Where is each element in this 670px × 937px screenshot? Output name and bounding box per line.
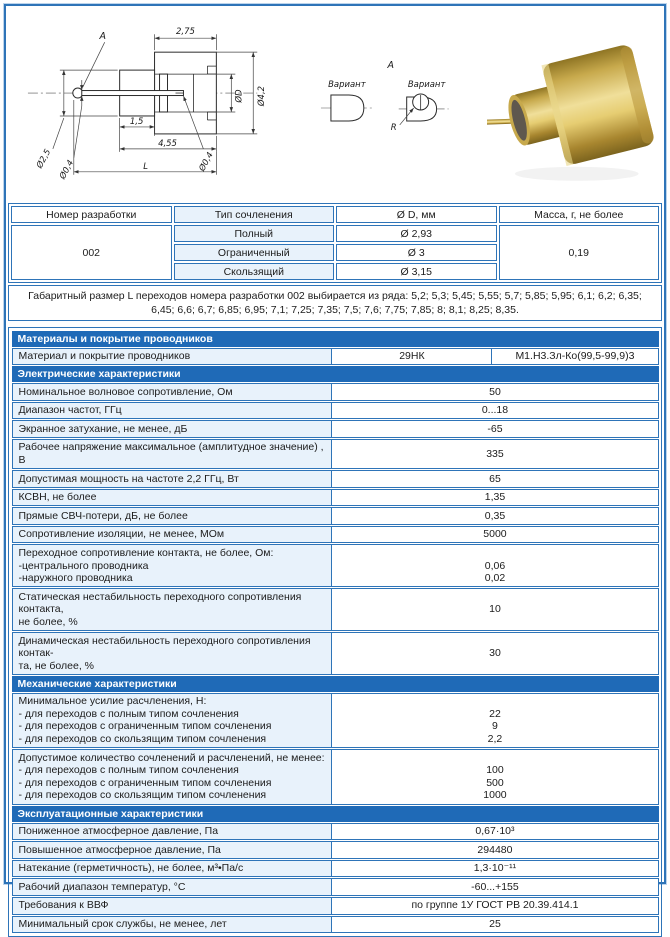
table-row xyxy=(12,693,659,748)
diameter-cell: Ø 3,15 xyxy=(336,263,497,280)
variant-1-shape xyxy=(331,95,364,121)
connector-cross-section xyxy=(73,52,217,134)
table-row xyxy=(12,916,659,934)
table-row xyxy=(12,489,659,507)
characteristics-table xyxy=(8,327,662,937)
row-label: Рабочий диапазон температур, °С xyxy=(13,879,333,895)
row-label-line: Статическая нестабильность переходного сопротивления контакта, xyxy=(18,590,302,616)
row-value-line xyxy=(336,695,653,708)
row-value xyxy=(332,589,657,630)
diameter-cell: Ø 2,93 xyxy=(336,225,497,242)
table-row xyxy=(12,841,659,859)
row-label: Допустимая мощность на частоте 2,2 ГГц, Вт xyxy=(13,471,333,487)
row-value-line: 10 xyxy=(489,603,501,616)
row-value-line: 9 xyxy=(492,720,498,733)
dimension-label-body-length: 4,55 xyxy=(158,137,177,148)
row-label-line: -центрального проводника xyxy=(18,559,149,572)
row-label-line: та, не более, % xyxy=(18,659,95,672)
callout-a-label: А xyxy=(99,31,106,43)
row-value: 50 xyxy=(489,385,501,398)
row-label-line: Минимальное усилие расчленения, Н: xyxy=(18,695,207,708)
column-header: Масса, г, не более xyxy=(499,206,660,223)
row-value: 0,67·10³ xyxy=(475,825,515,838)
dimension-label-step-length: 1,5 xyxy=(129,115,144,126)
row-label xyxy=(13,694,333,747)
table-row xyxy=(12,420,659,438)
row-value-line: 30 xyxy=(489,647,501,660)
row-value: 0,35 xyxy=(484,509,506,522)
row-label-line: - для переходов с ограниченным типом сочленения xyxy=(18,720,272,733)
row-label-line: - для переходов с полным типом сочленения xyxy=(18,764,239,777)
diameter-cell: Ø 3 xyxy=(336,244,497,261)
table-row xyxy=(12,402,659,420)
row-label: Требования к ВВФ xyxy=(13,898,333,914)
table-row xyxy=(12,860,659,878)
gold-connector xyxy=(487,43,656,185)
table-row xyxy=(12,878,659,896)
row-value xyxy=(332,694,657,747)
row-value-line: 100 xyxy=(486,764,504,777)
section-header-materials: Материалы и покрытие проводников xyxy=(12,331,659,347)
section-header-mechanical: Механические характеристики xyxy=(12,676,659,692)
dimension-label-body-diameter: Ø2,5 xyxy=(34,147,53,170)
column-header: Тип сочленения xyxy=(174,206,335,223)
row-value: 335 xyxy=(486,447,504,460)
row-label-line: Динамическая нестабильность переходного сопротивления контак- xyxy=(18,634,311,660)
spec-table xyxy=(8,203,662,283)
row-value-line xyxy=(336,752,653,765)
row-value-line: 500 xyxy=(486,776,504,789)
table-row xyxy=(12,544,659,587)
variant-2-label: Вариант xyxy=(407,79,446,90)
row-label: Повышенное атмосферное давление, Па xyxy=(13,842,333,858)
row-label: Диапазон частот, ГГц xyxy=(13,403,333,419)
type-cell: Скользящий xyxy=(174,263,335,280)
row-value: -65 xyxy=(487,422,503,435)
row-value: 65 xyxy=(489,472,501,485)
row-value: 294480 xyxy=(477,843,513,856)
table-row xyxy=(12,439,659,469)
row-label-line: - для переходов со скользящим типом сочленения xyxy=(18,733,267,746)
row-value: 1,3·10⁻¹¹ xyxy=(473,862,517,875)
column-header: Номер разработки xyxy=(11,206,172,223)
row-label: Материал и покрытие проводников xyxy=(13,349,333,365)
row-label xyxy=(13,589,333,630)
row-value: по группе 1У ГОСТ РВ 20.39.414.1 xyxy=(411,899,579,912)
table-row xyxy=(12,897,659,915)
row-value-line: 2,2 xyxy=(487,733,503,746)
row-label-line: - для переходов с полным типом сочленения xyxy=(18,707,239,720)
column-header: Ø D, мм xyxy=(336,206,497,223)
section-header-operational: Эксплуатационные характеристики xyxy=(12,806,659,822)
row-value-line xyxy=(336,635,653,648)
table-row xyxy=(12,823,659,841)
table-row xyxy=(12,526,659,544)
row-value: -60...+155 xyxy=(471,880,519,893)
row-label xyxy=(13,545,333,586)
row-label-line: - для переходов со скользящим типом сочленения xyxy=(18,789,267,802)
row-label: Пониженное атмосферное давление, Па xyxy=(13,824,333,840)
dimension-label-pin-diameter-right: Ø0,4 xyxy=(196,150,215,173)
dimension-label-outer-diameter: Ø4,2 xyxy=(256,85,267,107)
variant-views xyxy=(307,6,486,203)
drawing-section xyxy=(8,6,662,203)
row-value: 0...18 xyxy=(481,404,509,417)
mass-cell: 0,19 xyxy=(499,225,660,280)
row-label: Минимальный срок службы, не менее, лет xyxy=(13,917,333,933)
type-cell: Полный xyxy=(174,225,335,242)
view-a-label: А xyxy=(387,60,395,72)
table-row xyxy=(12,383,659,401)
row-value: М1.Н3.Зл-Ко(99,5-99,9)3 xyxy=(515,350,635,362)
type-cell: Ограниченный xyxy=(174,244,335,261)
row-label: КСВН, не более xyxy=(13,490,333,506)
row-label-line: -наружного проводника xyxy=(18,572,133,585)
row-value xyxy=(332,545,657,586)
dev-number-cell: 002 xyxy=(11,225,172,280)
technical-drawing xyxy=(8,6,307,203)
row-label: Номинальное волновое сопротивление, Ом xyxy=(13,384,333,400)
row-label: Прямые СВЧ-потери, дБ, не более xyxy=(13,508,333,524)
row-value-line: 0,06 xyxy=(484,559,506,572)
row-value: 1,35 xyxy=(484,491,506,504)
row-value-line: 0,02 xyxy=(484,572,506,585)
table-row xyxy=(12,348,659,366)
row-value xyxy=(332,750,657,803)
row-value xyxy=(332,633,657,674)
connector-photo xyxy=(487,6,662,203)
row-label: Экранное затухание, не менее, дБ xyxy=(13,421,333,437)
table-row xyxy=(12,588,659,631)
datasheet-page xyxy=(4,4,666,930)
dimension-label-pin-diameter-left: Ø0,4 xyxy=(57,158,76,181)
table-row xyxy=(12,632,659,675)
dimension-label-inner-diameter: ØD xyxy=(233,89,244,103)
section-header-electrical: Электрические характеристики xyxy=(12,366,659,382)
variant-1-label: Вариант xyxy=(328,79,366,90)
row-label: Натекание (герметичность), не более, м³•Па/с xyxy=(13,861,333,877)
table-row xyxy=(12,749,659,804)
row-label: Сопротивление изоляции, не менее, МОм xyxy=(13,527,333,543)
row-value: 25 xyxy=(489,918,501,930)
row-value: 29НК xyxy=(332,349,492,365)
row-label-line: - для переходов с ограниченным типом сочленения xyxy=(18,776,272,789)
row-value: 5000 xyxy=(483,528,507,541)
dimension-note: Габаритный размер L переходов номера разработки 002 выбирается из ряда: 5,2; 5,3; 5,45; 5,55; 5,7; 5,85; 5,95; 6,1; 6,2; 6,35; 6,45; 6,6; 6,7; 6,85; 6,95; 7,1; 7,25; 7,35; 7,5; 7,6; 7,75; 7,85; 8; 8,1; 8,25; 8,35. xyxy=(8,285,662,321)
photo-shadow xyxy=(514,167,638,181)
row-value-line: 22 xyxy=(489,707,501,720)
dimension-label-total-length: L xyxy=(143,160,148,171)
row-value-line xyxy=(336,591,653,604)
row-label-line: Допустимое количество сочленений и расчленений, не менее: xyxy=(18,751,325,764)
row-label: Рабочее напряжение максимальное (амплитудное значение) , В xyxy=(13,440,333,468)
row-label xyxy=(13,633,333,674)
row-label-line: не более, % xyxy=(18,615,78,628)
table-row xyxy=(12,470,659,488)
radius-label: R xyxy=(390,121,397,132)
row-label xyxy=(13,750,333,803)
row-label-line: Переходное сопротивление контакта, не более, Ом: xyxy=(18,546,274,559)
row-value-line: 1000 xyxy=(483,789,507,802)
dimension-label-top-width: 2,75 xyxy=(176,26,195,37)
table-row xyxy=(12,507,659,525)
row-value-line xyxy=(336,547,653,560)
